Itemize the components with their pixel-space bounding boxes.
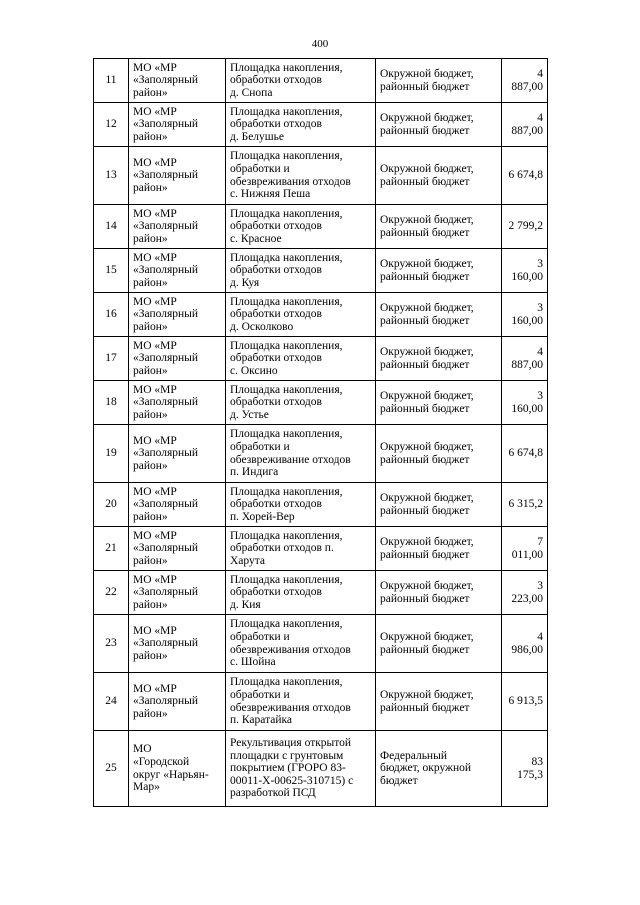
row-number-cell: 22	[94, 571, 129, 615]
object-line: Площадка накопления,	[230, 383, 343, 396]
funding-source-line: Окружной бюджет,	[380, 67, 474, 80]
object-line: обработки отходов	[230, 74, 322, 87]
organization-line: район»	[133, 86, 168, 99]
organization-line: «Заполярный	[133, 352, 199, 365]
object-line: п. Индига	[230, 466, 279, 479]
organization-line: «Заполярный	[133, 308, 199, 321]
amount-cell: 3 160,00	[502, 293, 548, 337]
object-line: обработки отходов	[230, 220, 322, 233]
object-line: Площадка накопления,	[230, 676, 343, 689]
object-line: Площадка накопления,	[230, 61, 343, 74]
organization-line: МО «МР	[133, 295, 177, 308]
organization-line: «Заполярный	[133, 118, 199, 131]
page-number: 400	[311, 38, 329, 50]
organization-cell	[129, 571, 226, 615]
amount-cell: 6 674,8	[502, 147, 548, 205]
organization-line: район»	[133, 320, 168, 333]
object-cell	[226, 527, 376, 571]
funding-source-line: бюджет, окружной	[380, 762, 472, 775]
object-line: обработки и	[230, 688, 290, 701]
organization-line: район»	[133, 130, 168, 143]
amount-cell: 83 175,3	[502, 731, 548, 807]
organization-line: МО «МР	[133, 383, 177, 396]
organization-line: «Заполярный	[133, 74, 199, 87]
organization-line: район»	[133, 649, 168, 662]
funding-source-cell	[376, 615, 502, 673]
organization-line: МО «МР	[133, 682, 177, 695]
organization-line: «Заполярный	[133, 169, 199, 182]
organization-line: МО «МР	[133, 339, 177, 352]
organization-cell	[129, 293, 226, 337]
object-line: Площадка накопления,	[230, 573, 343, 586]
table-row	[94, 337, 548, 381]
organization-line: МО «МР	[133, 624, 177, 637]
object-line: д. Осколково	[230, 320, 294, 333]
organization-line: Мар»	[133, 781, 160, 794]
row-number-cell: 25	[94, 731, 129, 807]
funding-source-line: Окружной бюджет,	[380, 440, 474, 453]
row-number-cell: 23	[94, 615, 129, 673]
budget-table	[93, 58, 548, 807]
organization-cell	[129, 205, 226, 249]
table-row	[94, 381, 548, 425]
object-line: обезвреживания отходов	[230, 175, 351, 188]
object-line: Площадка накопления,	[230, 618, 343, 631]
amount-cell: 6 913,5	[502, 673, 548, 731]
funding-source-line: Окружной бюджет,	[380, 491, 474, 504]
table-row	[94, 571, 548, 615]
organization-line: МО «МР	[133, 573, 177, 586]
funding-source-line: районный бюджет	[380, 314, 470, 327]
row-number-cell: 12	[94, 103, 129, 147]
organization-cell	[129, 731, 226, 807]
row-number-cell: 24	[94, 673, 129, 731]
object-line: обработки и	[230, 440, 290, 453]
object-cell	[226, 615, 376, 673]
organization-line: район»	[133, 276, 168, 289]
object-line: обработки отходов	[230, 264, 322, 277]
funding-source-line: Окружной бюджет,	[380, 579, 474, 592]
organization-line: район»	[133, 364, 168, 377]
organization-line: «Заполярный	[133, 498, 199, 511]
row-number-cell: 11	[94, 59, 129, 103]
organization-line: район»	[133, 232, 168, 245]
amount-cell: 6 315,2	[502, 483, 548, 527]
object-cell	[226, 381, 376, 425]
funding-source-line: районный бюджет	[380, 402, 470, 415]
object-line: Площадка накопления,	[230, 207, 343, 220]
object-line: д. Устье	[230, 408, 269, 421]
organization-line: МО «МР	[133, 434, 177, 447]
object-cell	[226, 249, 376, 293]
table-row	[94, 673, 548, 731]
organization-line: «Заполярный	[133, 396, 199, 409]
funding-source-line: Окружной бюджет,	[380, 688, 474, 701]
organization-line: район»	[133, 554, 168, 567]
object-line: покрытием (ГРОРО 83-	[230, 762, 346, 775]
object-cell	[226, 205, 376, 249]
object-line: с. Оксино	[230, 364, 278, 377]
amount-cell: 4 887,00	[502, 337, 548, 381]
object-line: обработки отходов	[230, 498, 322, 511]
object-line: с. Нижняя Пеша	[230, 188, 311, 201]
object-cell	[226, 337, 376, 381]
object-cell	[226, 293, 376, 337]
object-line: обезвреживания отходов	[230, 701, 351, 714]
funding-source-cell	[376, 527, 502, 571]
funding-source-cell	[376, 337, 502, 381]
organization-line: «Заполярный	[133, 220, 199, 233]
row-number-cell: 15	[94, 249, 129, 293]
organization-cell	[129, 425, 226, 483]
table-row	[94, 527, 548, 571]
funding-source-line: Окружной бюджет,	[380, 213, 474, 226]
funding-source-line: районный бюджет	[380, 453, 470, 466]
table-row	[94, 103, 548, 147]
organization-line: «Городской	[133, 755, 190, 768]
object-line: обработки отходов	[230, 118, 322, 131]
organization-line: «Заполярный	[133, 637, 199, 650]
amount-cell: 3 160,00	[502, 249, 548, 293]
object-line: Площадка накопления,	[230, 529, 343, 542]
row-number-cell: 18	[94, 381, 129, 425]
object-line: обезвреживание отходов	[230, 453, 351, 466]
object-line: обработки отходов	[230, 308, 322, 321]
funding-source-cell	[376, 425, 502, 483]
object-line: обработки отходов	[230, 352, 322, 365]
funding-source-line: Федеральный	[380, 749, 447, 762]
organization-cell	[129, 381, 226, 425]
organization-cell	[129, 673, 226, 731]
table-row	[94, 293, 548, 337]
amount-cell: 4 986,00	[502, 615, 548, 673]
object-line: 00011-Х-00625-310715) с	[230, 774, 354, 787]
object-line: д. Снопа	[230, 86, 273, 99]
organization-line: район»	[133, 510, 168, 523]
funding-source-line: районный бюджет	[380, 592, 470, 605]
organization-cell	[129, 483, 226, 527]
amount-cell: 6 674,8	[502, 425, 548, 483]
organization-line: округ «Нарьян-	[133, 768, 209, 781]
amount-cell: 3 223,00	[502, 571, 548, 615]
organization-line: МО «МР	[133, 105, 177, 118]
funding-source-line: бюджет	[380, 774, 418, 787]
object-line: д. Белушье	[230, 130, 285, 143]
funding-source-line: Окружной бюджет,	[380, 389, 474, 402]
object-line: п. Каратайка	[230, 714, 293, 727]
object-cell	[226, 673, 376, 731]
object-line: д. Кия	[230, 598, 261, 611]
funding-source-cell	[376, 673, 502, 731]
table-body	[94, 59, 548, 807]
object-line: с. Красное	[230, 232, 282, 245]
object-line: обработки и	[230, 162, 290, 175]
object-line: обезвреживания отходов	[230, 643, 351, 656]
object-line: Площадка накопления,	[230, 150, 343, 163]
funding-source-line: районный бюджет	[380, 548, 470, 561]
object-line: Харута	[230, 554, 266, 567]
table-row	[94, 147, 548, 205]
funding-source-line: районный бюджет	[380, 504, 470, 517]
funding-source-line: Окружной бюджет,	[380, 111, 474, 124]
organization-line: район»	[133, 598, 168, 611]
amount-cell: 7 011,00	[502, 527, 548, 571]
row-number-cell: 17	[94, 337, 129, 381]
row-number-cell: 13	[94, 147, 129, 205]
organization-line: район»	[133, 181, 168, 194]
row-number-cell: 21	[94, 527, 129, 571]
funding-source-cell	[376, 103, 502, 147]
organization-cell	[129, 59, 226, 103]
organization-line: «Заполярный	[133, 264, 199, 277]
object-line: обработки отходов	[230, 396, 322, 409]
amount-cell: 4 887,00	[502, 59, 548, 103]
organization-line: «Заполярный	[133, 695, 199, 708]
object-line: Рекультивация открытой	[230, 737, 352, 750]
table-row	[94, 615, 548, 673]
organization-cell	[129, 103, 226, 147]
amount-cell: 4 887,00	[502, 103, 548, 147]
amount-cell: 3 160,00	[502, 381, 548, 425]
object-line: Площадка накопления,	[230, 251, 343, 264]
funding-source-line: Окружной бюджет,	[380, 301, 474, 314]
organization-cell	[129, 337, 226, 381]
table-row	[94, 205, 548, 249]
object-line: Площадка накопления,	[230, 428, 343, 441]
organization-line: МО «МР	[133, 529, 177, 542]
funding-source-line: районный бюджет	[380, 80, 470, 93]
funding-source-cell	[376, 59, 502, 103]
object-line: с. Шойна	[230, 656, 276, 669]
object-line: п. Хорей-Вер	[230, 510, 295, 523]
table-row	[94, 249, 548, 293]
funding-source-line: районный бюджет	[380, 175, 470, 188]
object-cell	[226, 483, 376, 527]
object-line: площадки с грунтовым	[230, 749, 344, 762]
organization-line: район»	[133, 459, 168, 472]
funding-source-cell	[376, 293, 502, 337]
object-line: разработкой ПСД	[230, 787, 316, 800]
table-row	[94, 425, 548, 483]
organization-line: МО «МР	[133, 485, 177, 498]
row-number-cell: 14	[94, 205, 129, 249]
organization-line: МО «МР	[133, 251, 177, 264]
funding-source-cell	[376, 249, 502, 293]
funding-source-line: Окружной бюджет,	[380, 257, 474, 270]
row-number-cell: 16	[94, 293, 129, 337]
funding-source-cell	[376, 571, 502, 615]
organization-cell	[129, 527, 226, 571]
object-line: обработки отходов п.	[230, 542, 334, 555]
organization-cell	[129, 147, 226, 205]
row-number-cell: 19	[94, 425, 129, 483]
amount-cell: 2 799,2	[502, 205, 548, 249]
funding-source-line: районный бюджет	[380, 358, 470, 371]
table-row	[94, 483, 548, 527]
row-number-cell: 20	[94, 483, 129, 527]
table-row	[94, 731, 548, 807]
object-line: Площадка накопления,	[230, 105, 343, 118]
object-cell	[226, 731, 376, 807]
funding-source-line: районный бюджет	[380, 226, 470, 239]
funding-source-cell	[376, 381, 502, 425]
object-cell	[226, 103, 376, 147]
object-cell	[226, 571, 376, 615]
object-line: обработки и	[230, 630, 290, 643]
organization-cell	[129, 249, 226, 293]
funding-source-line: Окружной бюджет,	[380, 345, 474, 358]
funding-source-line: Окружной бюджет,	[380, 162, 474, 175]
organization-line: район»	[133, 408, 168, 421]
organization-line: «Заполярный	[133, 542, 199, 555]
object-line: Площадка накопления,	[230, 295, 343, 308]
funding-source-cell	[376, 483, 502, 527]
object-line: д. Куя	[230, 276, 260, 289]
organization-cell	[129, 615, 226, 673]
organization-line: МО	[133, 743, 152, 756]
organization-line: МО «МР	[133, 207, 177, 220]
organization-line: «Заполярный	[133, 586, 199, 599]
funding-source-line: районный бюджет	[380, 643, 470, 656]
organization-line: «Заполярный	[133, 447, 199, 460]
funding-source-line: районный бюджет	[380, 270, 470, 283]
object-cell	[226, 59, 376, 103]
funding-source-line: Окружной бюджет,	[380, 535, 474, 548]
organization-line: район»	[133, 707, 168, 720]
funding-source-line: Окружной бюджет,	[380, 630, 474, 643]
object-line: Площадка накопления,	[230, 339, 343, 352]
funding-source-line: районный бюджет	[380, 124, 470, 137]
table-row	[94, 59, 548, 103]
funding-source-cell	[376, 205, 502, 249]
organization-line: МО «МР	[133, 156, 177, 169]
object-line: обработки отходов	[230, 586, 322, 599]
object-line: Площадка накопления,	[230, 485, 343, 498]
funding-source-cell	[376, 731, 502, 807]
funding-source-cell	[376, 147, 502, 205]
organization-line: МО «МР	[133, 61, 177, 74]
object-cell	[226, 425, 376, 483]
object-cell	[226, 147, 376, 205]
funding-source-line: районный бюджет	[380, 701, 470, 714]
